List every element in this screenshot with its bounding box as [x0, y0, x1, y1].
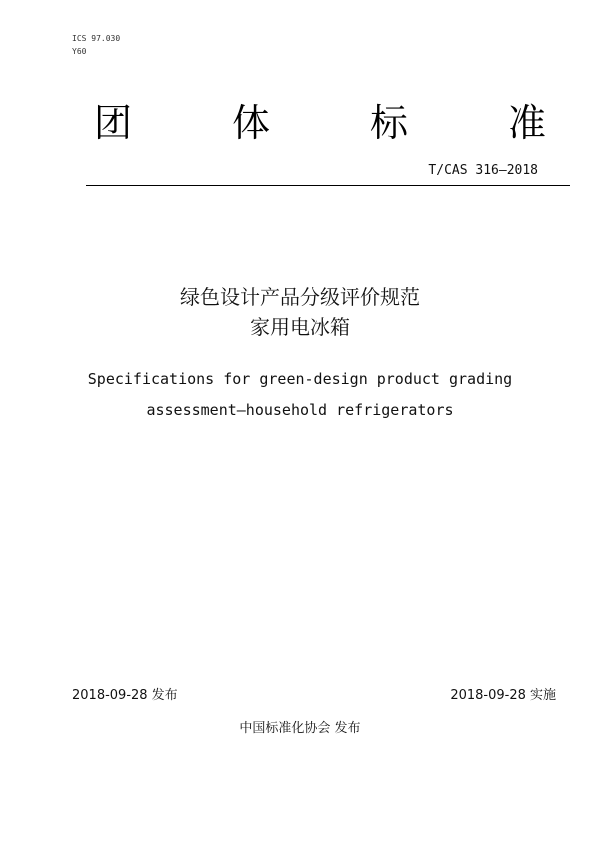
classification-codes	[72, 32, 120, 58]
ccs-code: Y60	[72, 47, 87, 56]
english-title	[0, 364, 600, 426]
chinese-title	[0, 282, 600, 342]
english-title-line-2: assessment—household refrigerators	[146, 401, 454, 419]
chinese-title-line-1: 绿色设计产品分级评价规范	[180, 285, 420, 309]
title-char-1: 团	[93, 101, 132, 145]
document-type-title	[88, 98, 552, 148]
implementation-date: 2018-09-28 实施	[450, 688, 556, 703]
standard-number: T/CAS 316—2018	[428, 163, 538, 178]
header-divider	[86, 185, 570, 186]
title-char-2: 体	[231, 101, 270, 145]
issue-date: 2018-09-28 发布	[72, 688, 178, 703]
ics-code: ICS 97.030	[72, 34, 121, 43]
title-char-3: 标	[369, 101, 408, 145]
title-char-4: 准	[507, 101, 546, 145]
chinese-title-line-2: 家用电冰箱	[250, 315, 350, 339]
publisher: 中国标准化协会 发布	[239, 721, 361, 736]
english-title-line-1: Specifications for green-design product grading	[87, 370, 513, 388]
